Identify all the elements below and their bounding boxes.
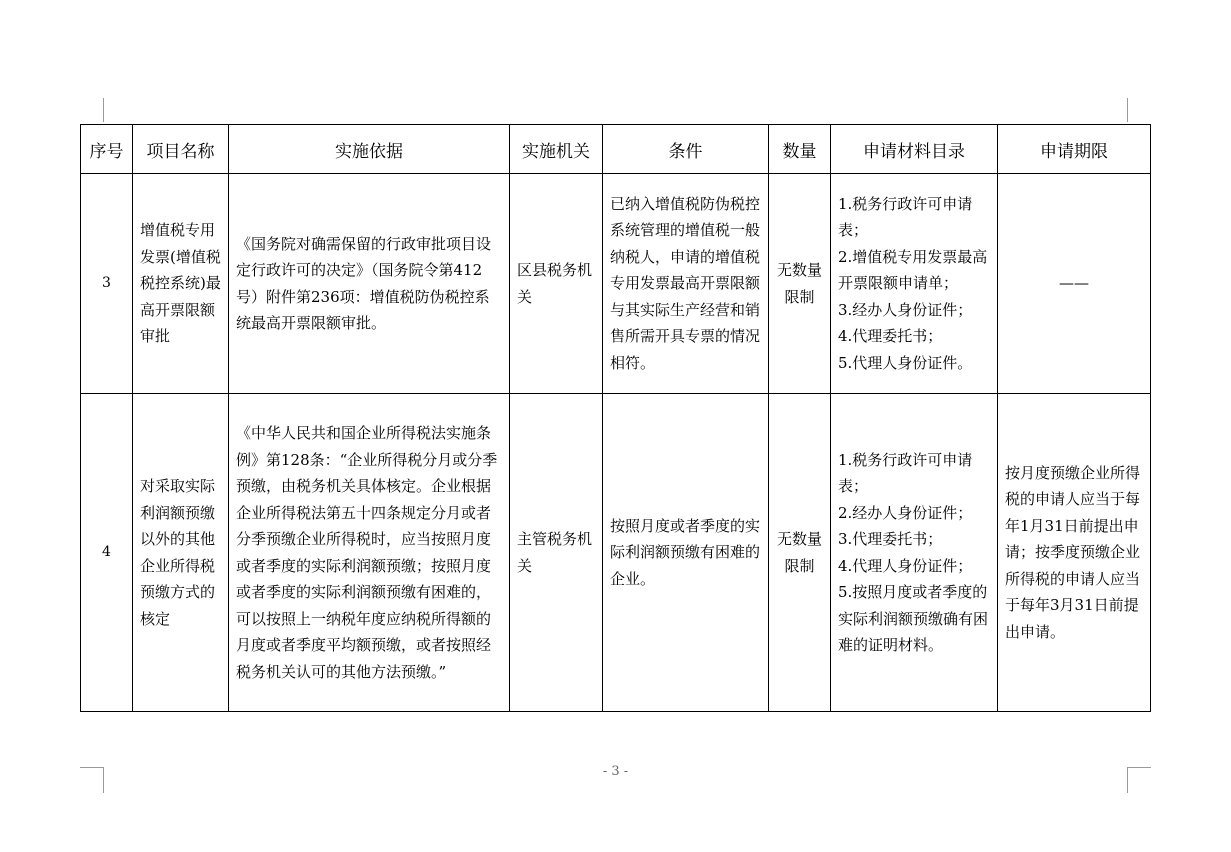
row-name: 增值税专用发票(增值税税控系统)最高开票限额审批 <box>133 174 229 394</box>
row-materials <box>831 394 998 712</box>
crop-mark <box>103 98 104 122</box>
row-deadline: 按月度预缴企业所得税的申请人应当于每年1月31日前提出申请；按季度预缴企业所得税的申请人应当于每年3月31日前提出申请。 <box>998 394 1151 712</box>
row-quantity: 无数量限制 <box>769 174 831 394</box>
material-item: 2.经办人身份证件； <box>838 503 973 522</box>
material-item: 5.按照月度或者季度的实际利润额预缴确有困难的证明材料。 <box>838 583 989 654</box>
header-no: 序号 <box>81 125 133 174</box>
material-item: 5.代理人身份证件。 <box>838 353 973 372</box>
material-item: 1.税务行政许可申请表； <box>838 194 973 240</box>
header-deadline: 申请期限 <box>998 125 1151 174</box>
header-authority: 实施机关 <box>510 125 603 174</box>
row-deadline: —— <box>998 174 1151 394</box>
row-quantity: 无数量限制 <box>769 394 831 712</box>
row-basis: 《中华人民共和国企业所得税法实施条例》第128条：“企业所得税分月或分季预缴，由税务机关具体核定。企业根据企业所得税法第五十四条规定分月或者分季预缴企业所得税时，应当按照月度或者季度的实际利润额预缴；按照月度或者季度的实际利润额预缴有困难的，可以按照上一纳税年度应纳税所得额的月度或者季度平均额预缴，或者按照经税务机关认可的其他方法预缴。” <box>229 394 510 712</box>
material-item: 3.经办人身份证件； <box>838 300 973 319</box>
header-basis: 实施依据 <box>229 125 510 174</box>
row-condition: 按照月度或者季度的实际利润额预缴有困难的企业。 <box>603 394 769 712</box>
crop-mark <box>1127 98 1128 122</box>
row-no: 4 <box>81 394 133 712</box>
header-name: 项目名称 <box>133 125 229 174</box>
approval-items-table <box>80 124 1151 712</box>
row-authority: 主管税务机关 <box>510 394 603 712</box>
header-materials: 申请材料目录 <box>831 125 998 174</box>
table-row <box>81 394 1151 712</box>
material-item: 4.代理人身份证件； <box>838 556 973 575</box>
header-condition: 条件 <box>603 125 769 174</box>
material-item: 2.增值税专用发票最高开票限额申请单； <box>838 247 988 293</box>
page-number: - 3 - <box>602 764 629 779</box>
row-name: 对采取实际利润额预缴以外的其他企业所得税预缴方式的核定 <box>133 394 229 712</box>
row-materials <box>831 174 998 394</box>
row-no: 3 <box>81 174 133 394</box>
row-condition: 已纳入增值税防伪税控系统管理的增值税一般纳税人，申请的增值税专用发票最高开票限额与其实际生产经营和销售所需开具专票的情况相符。 <box>603 174 769 394</box>
row-basis: 《国务院对确需保留的行政审批项目设定行政许可的决定》（国务院令第412号）附件第236项：增值税防伪税控系统最高开票限额审批。 <box>229 174 510 394</box>
material-item: 1.税务行政许可申请表； <box>838 450 973 495</box>
header-row <box>81 125 1151 174</box>
material-item: 4.代理委托书； <box>838 327 943 346</box>
header-quantity: 数量 <box>769 125 831 174</box>
row-authority: 区县税务机关 <box>510 174 603 394</box>
material-item: 3.代理委托书； <box>838 530 943 548</box>
table-row <box>81 174 1151 394</box>
